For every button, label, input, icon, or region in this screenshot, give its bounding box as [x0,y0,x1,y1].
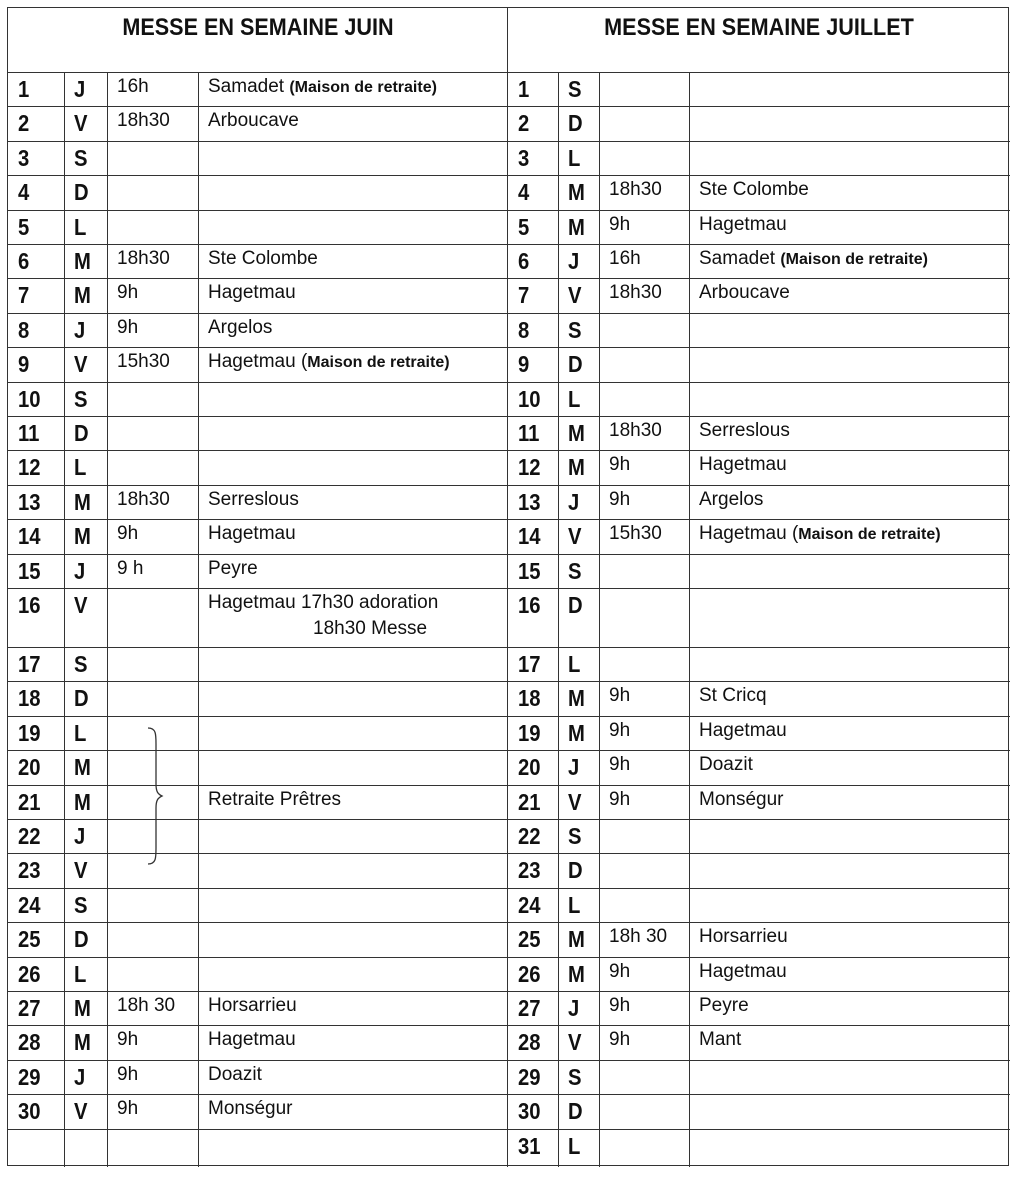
weekday-letter: V [74,110,88,137]
location-note: (Maison de retraite) [780,251,928,268]
mass-time: 9h [609,754,631,776]
mass-location [208,523,296,545]
mass-location [699,754,753,776]
day-number: 25 [518,926,541,953]
day-number: 27 [18,995,41,1021]
location-name: Peyre [208,557,258,579]
weekday-letter: L [568,1132,581,1159]
mass-location [699,961,787,983]
weekday-letter: J [74,823,86,849]
weekday-letter: S [568,823,582,849]
row-divider [8,485,1010,486]
row-divider [8,588,1010,589]
mass-location [699,685,767,707]
mass-location [699,789,784,811]
mass-location [208,789,341,811]
row-divider [8,278,1010,279]
row-divider [8,450,1010,451]
location-name: Arboucave [208,110,299,132]
day-number: 24 [518,891,541,918]
mass-location [208,1098,293,1120]
location-note: (Maison de retraite) [289,79,437,96]
day-number: 27 [518,995,541,1021]
mass-time: 9h [117,1063,139,1085]
weekday-letter: M [568,719,585,746]
day-number: 28 [18,1029,41,1056]
weekday-letter: L [568,651,581,677]
column-divider [64,72,65,1167]
july-title: MESSE EN SEMAINE JUILLET [604,14,914,41]
day-number: 7 [518,282,530,309]
mass-time: 9h [609,213,631,235]
weekday-letter: J [74,1063,86,1090]
location-name: Doazit [699,754,753,776]
mass-time: 9h [609,995,631,1016]
mass-location [699,179,809,201]
weekday-letter: D [74,926,89,953]
weekday-letter: D [568,1098,583,1125]
weekday-letter: V [74,1098,88,1125]
location-name: Hagetmau [208,282,296,304]
weekday-letter: L [74,719,87,746]
day-number: 12 [518,454,541,481]
day-number: 3 [18,144,30,171]
day-number: 14 [18,523,41,550]
weekday-letter: L [568,144,581,171]
day-number: 24 [18,891,41,918]
mass-time: 15h30 [609,523,662,545]
day-number: 8 [518,316,530,343]
mass-location [699,1029,741,1051]
day-number: 26 [18,960,41,987]
location-note: Maison de retraite) [798,526,941,544]
day-number: 29 [518,1063,541,1090]
day-number: 28 [518,1029,541,1056]
column-divider [599,72,600,1167]
day-number: 10 [18,385,41,412]
brace-retraite [146,726,166,866]
mass-location [699,720,787,742]
day-number: 11 [18,420,40,446]
weekday-letter: V [74,592,88,618]
weekday-letter: M [74,995,91,1021]
column-divider [689,72,690,1167]
location-name: Peyre [699,995,749,1016]
day-number: 17 [18,651,41,677]
mass-location [208,1064,262,1086]
weekday-letter: M [74,488,91,515]
weekday-letter: S [568,557,582,584]
day-number: 23 [18,857,41,884]
day-number: 20 [518,754,541,781]
weekday-letter: M [568,213,585,240]
location-name: Hagetmau ( [699,523,799,545]
mass-time: 9h [117,523,139,545]
day-number: 31 [518,1132,541,1159]
weekday-letter: S [568,1063,582,1090]
weekday-letter: S [74,651,88,677]
day-number: 23 [518,857,541,884]
day-number: 14 [518,523,541,550]
day-number: 12 [18,454,41,481]
location-note: Maison de retraite) [307,354,450,372]
mass-time: 9h [609,454,631,476]
mass-time: 9h [609,1029,631,1051]
weekday-letter: J [568,248,580,274]
day-number: 15 [518,557,541,584]
location-name: Hagetmau [208,1029,296,1051]
weekday-letter: S [568,316,582,343]
mass-location [208,248,318,270]
mass-location [699,282,790,304]
weekday-letter: L [74,960,87,987]
row-divider [8,647,1010,648]
mass-location [699,489,763,511]
day-number: 10 [518,385,541,412]
weekday-letter: M [74,282,91,309]
day-number: 22 [518,823,541,849]
mass-location [208,317,272,339]
day-number: 20 [18,754,41,781]
row-divider [8,1129,1010,1130]
weekday-letter: L [74,454,87,481]
location-name: Monségur [208,1098,293,1120]
day-number: 21 [18,788,41,815]
mass-time: 9h [117,1098,139,1120]
day-number: 6 [518,248,530,274]
mass-time: 16h [609,248,641,269]
mass-location [208,1029,296,1051]
weekday-letter: L [74,213,87,240]
weekday-letter: D [568,592,583,618]
location-name: Argelos [208,316,273,338]
day-number: 21 [518,788,541,815]
location-name: Hagetmau [699,719,787,741]
weekday-letter: D [74,685,89,712]
mass-time: 18h30 [609,282,662,304]
day-number: 5 [518,213,530,240]
location-name: Samadet [699,248,781,269]
june-title: MESSE EN SEMAINE JUIN [122,14,394,41]
day-number: 22 [18,823,41,849]
day-number: 4 [518,179,530,206]
row-divider [8,519,1010,520]
location-name: Monségur [699,788,784,810]
location-name: Hagetmau [699,454,787,476]
column-divider [558,72,559,1167]
mass-time: 15h30 [117,351,170,373]
row-divider [8,922,1010,923]
weekday-letter: J [568,995,580,1021]
location-name: Hagetmau [699,213,787,235]
weekday-letter: L [568,891,581,918]
day-number: 2 [18,110,30,137]
mass-time: 9h [117,316,139,338]
row-divider [8,141,1010,142]
location-name: Serreslous [208,488,299,510]
column-divider [198,72,199,1167]
mass-time: 9 h [117,557,144,579]
location-name: Retraite Prêtres [208,788,342,810]
weekday-letter: V [568,788,582,815]
location-name: St Cricq [699,685,767,707]
weekday-letter: M [568,926,585,953]
weekday-letter: J [74,557,86,584]
day-number: 13 [18,488,41,515]
weekday-letter: D [74,420,89,446]
weekday-letter: S [74,385,88,412]
row-divider [8,957,1010,958]
mass-location [699,420,790,442]
weekday-letter: J [568,488,580,515]
location-name: Hagetmau [208,523,296,545]
day-number: 9 [18,351,30,378]
day-number: 19 [518,719,541,746]
weekday-letter: V [568,523,582,550]
day-number: 9 [518,351,530,378]
weekday-letter: V [568,282,582,309]
mass-time: 9h [609,685,631,707]
mass-location [699,248,928,270]
day-number: 16 [518,592,541,618]
mass-location [208,110,299,132]
day-number: 30 [518,1098,541,1125]
location-name: Hagetmau [699,960,787,982]
weekday-letter: M [74,754,91,781]
location-name: Mant [699,1029,742,1051]
row-divider [8,991,1010,992]
day-number: 2 [518,110,530,137]
mass-location [208,351,450,373]
column-divider [107,72,108,1167]
mass-time: 9h [609,960,631,982]
mass-time: 9h [609,788,631,810]
row-divider [8,210,1010,211]
row-divider [8,554,1010,555]
day-number: 4 [18,179,30,206]
weekday-letter: S [568,76,582,102]
location-name: Doazit [208,1063,262,1085]
mass-time: 16h [117,76,149,97]
row-divider [8,1094,1010,1095]
mass-location [208,995,297,1017]
mass-location [208,489,299,511]
row-divider [8,175,1010,176]
row-divider [8,1060,1010,1061]
mass-location [699,214,787,236]
row-divider [8,72,1010,73]
row-divider [8,888,1010,889]
location-name: Ste Colombe [699,179,809,201]
day-number: 16 [18,592,41,618]
day-number: 5 [18,213,30,240]
row-divider [8,347,1010,348]
weekday-letter: D [568,351,583,378]
day-number: 7 [18,282,30,309]
day-number: 26 [518,960,541,987]
mass-time: 18h30 [609,420,662,441]
mass-location [208,558,258,580]
mass-location [208,282,296,304]
weekday-letter: M [74,788,91,815]
mass-location [699,995,749,1017]
location-name: Horsarrieu [699,926,788,948]
day-number: 18 [18,685,41,712]
mass-time: 18h30 [117,248,170,269]
row-divider [8,313,1010,314]
weekday-letter: M [74,1029,91,1056]
mass-time: 9h [609,719,631,741]
weekday-letter: D [568,110,583,137]
day-number: 25 [18,926,41,953]
mass-location [208,592,438,614]
day-number: 15 [18,557,41,584]
day-number: 6 [18,248,30,274]
weekday-letter: M [568,960,585,987]
mass-location [208,76,437,98]
row-divider [8,382,1010,383]
day-number: 30 [18,1098,41,1125]
location-name: Ste Colombe [208,248,318,269]
location-name: Hagetmau ( [208,351,308,373]
location-name: Samadet [208,76,290,97]
schedule-table [7,7,1009,1166]
day-number: 19 [18,719,41,746]
day-number: 13 [518,488,541,515]
mass-time: 18h30 [609,179,662,201]
row-divider [8,106,1010,107]
day-number: 1 [18,76,30,102]
mass-location [699,454,787,476]
weekday-letter: L [568,385,581,412]
location-name: Argelos [699,488,764,510]
location-name: Hagetmau 17h30 adoration [208,592,439,613]
row-divider [8,716,1010,717]
row-divider [8,1025,1010,1026]
mass-time: 18h 30 [609,926,668,948]
weekday-letter: M [568,685,585,712]
weekday-letter: M [74,523,91,550]
weekday-letter: D [568,857,583,884]
day-number: 29 [18,1063,41,1090]
weekday-letter: D [74,179,89,206]
location-name: Horsarrieu [208,995,297,1016]
row-divider [8,244,1010,245]
row-divider [8,681,1010,682]
day-number: 1 [518,76,530,102]
weekday-letter: M [568,454,585,481]
mass-location [699,523,941,545]
mass-time: 18h30 [117,488,170,510]
day-number: 18 [518,685,541,712]
location-detail: 18h30 Messe [313,618,428,639]
weekday-letter: J [74,76,86,102]
day-number: 11 [518,420,540,446]
weekday-letter: S [74,891,88,918]
location-name: Serreslous [699,420,790,441]
weekday-letter: V [74,857,88,884]
mass-time: 9h [117,1029,139,1051]
mass-time: 18h 30 [117,995,176,1016]
weekday-letter: M [568,179,585,206]
mass-time: 9h [609,488,631,510]
weekday-letter: S [74,144,88,171]
weekday-letter: J [568,754,580,781]
weekday-letter: J [74,316,86,343]
mass-location [699,926,788,948]
row-divider [8,416,1010,417]
day-number: 17 [518,651,541,677]
day-number: 8 [18,316,30,343]
weekday-letter: M [568,420,585,446]
weekday-letter: V [74,351,88,378]
day-number: 3 [518,144,530,171]
weekday-letter: V [568,1029,582,1056]
mass-time: 9h [117,282,139,304]
location-name: Arboucave [699,282,790,304]
mass-time: 18h30 [117,110,170,132]
weekday-letter: M [74,248,91,274]
